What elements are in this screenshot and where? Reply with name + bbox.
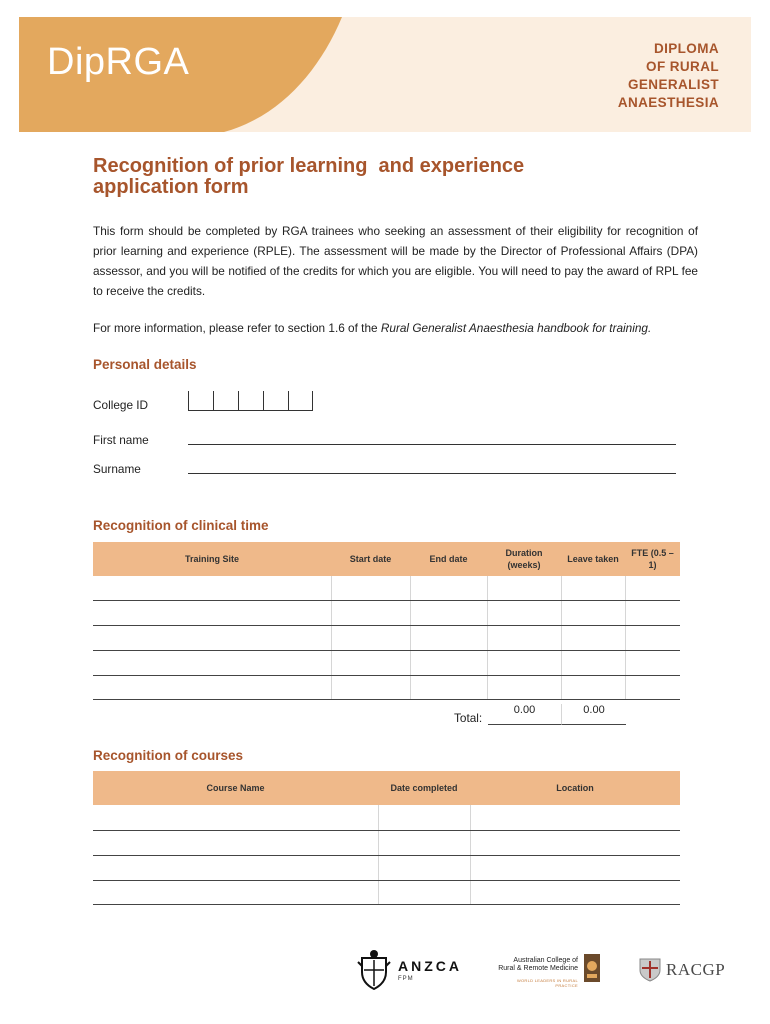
cell[interactable]: [625, 650, 680, 675]
cell[interactable]: [410, 600, 487, 625]
cell[interactable]: [561, 600, 625, 625]
col-location: Location: [470, 771, 680, 805]
anzca-crest-icon: [356, 948, 392, 990]
cell[interactable]: [561, 576, 625, 600]
cell[interactable]: [625, 576, 680, 600]
courses-table: [93, 771, 680, 905]
cell[interactable]: [410, 625, 487, 650]
anzca-logo-subtext: FPM: [398, 976, 414, 982]
col-date-completed: Date completed: [378, 771, 470, 805]
cell[interactable]: [470, 855, 680, 880]
cell[interactable]: [470, 830, 680, 855]
col-training-site: Training Site: [93, 542, 331, 576]
cell[interactable]: [378, 880, 470, 904]
more-info-text: For more information, please refer to section 1.6 of the: [93, 321, 381, 335]
cell[interactable]: [561, 675, 625, 699]
table-row[interactable]: [93, 576, 680, 600]
cell[interactable]: [561, 650, 625, 675]
acrrm-line: Australian College of: [513, 957, 578, 964]
col-duration: Duration (weeks): [487, 542, 561, 576]
cell[interactable]: [410, 675, 487, 699]
cell[interactable]: [93, 830, 378, 855]
cell[interactable]: [93, 650, 331, 675]
header-banner: [19, 17, 751, 132]
cell[interactable]: [93, 855, 378, 880]
brand-logo: DipRGA: [47, 41, 190, 83]
cell[interactable]: [470, 880, 680, 904]
diploma-line: DIPLOMA: [653, 41, 719, 56]
table-row[interactable]: [93, 880, 680, 904]
cell[interactable]: [331, 650, 410, 675]
cell[interactable]: [93, 805, 378, 830]
title-line: application form: [93, 176, 249, 198]
col-start-date: Start date: [331, 542, 410, 576]
acrrm-tagline: WORLD LEADERS IN RURAL PRACTICE: [516, 978, 578, 988]
table-row[interactable]: [93, 805, 680, 830]
college-id-digit[interactable]: [263, 391, 288, 411]
college-id-digit[interactable]: [188, 391, 213, 411]
surname-label: Surname: [93, 462, 141, 476]
table-row[interactable]: [93, 625, 680, 650]
acrrm-logo-text: [494, 957, 578, 973]
cell[interactable]: [378, 830, 470, 855]
col-end-date: End date: [410, 542, 487, 576]
cell[interactable]: [487, 576, 561, 600]
cell[interactable]: [331, 600, 410, 625]
cell[interactable]: [331, 576, 410, 600]
cell[interactable]: [410, 650, 487, 675]
diploma-line: ANAESTHESIA: [617, 95, 719, 110]
cell[interactable]: [470, 805, 680, 830]
anzca-logo-text: ANZCA: [398, 958, 462, 974]
cell[interactable]: [331, 625, 410, 650]
total-duration: 0.00: [488, 704, 562, 725]
table-row[interactable]: [93, 650, 680, 675]
cell[interactable]: [93, 675, 331, 699]
college-id-digit[interactable]: [288, 391, 313, 411]
college-id-digit[interactable]: [238, 391, 263, 411]
acrrm-emblem-icon: [583, 953, 601, 983]
more-info: [93, 319, 713, 337]
personal-details-heading: Personal details: [93, 357, 197, 372]
handbook-reference: Rural Generalist Anaesthesia handbook for training.: [380, 321, 652, 335]
cell[interactable]: [625, 625, 680, 650]
cell[interactable]: [487, 600, 561, 625]
college-id-label: College ID: [93, 398, 149, 412]
col-fte: FTE (0.5 – 1): [625, 542, 680, 576]
cell[interactable]: [410, 576, 487, 600]
total-leave: 0.00: [562, 704, 626, 725]
cell[interactable]: [93, 625, 331, 650]
cell[interactable]: [93, 880, 378, 904]
cell[interactable]: [625, 675, 680, 699]
page-title: [93, 156, 693, 198]
diploma-line: GENERALIST: [627, 77, 719, 92]
racgp-crest-icon: [637, 956, 663, 982]
college-id-digit[interactable]: [213, 391, 238, 411]
cell[interactable]: [561, 625, 625, 650]
diploma-title: [618, 40, 719, 112]
diploma-line: OF RURAL: [646, 59, 719, 74]
cell[interactable]: [331, 675, 410, 699]
first-name-field[interactable]: [188, 444, 676, 445]
surname-field[interactable]: [188, 473, 676, 474]
racgp-logo-text: RACGP: [666, 960, 726, 979]
cell[interactable]: [378, 855, 470, 880]
courses-heading: Recognition of courses: [93, 748, 244, 763]
cell[interactable]: [625, 600, 680, 625]
cell[interactable]: [487, 625, 561, 650]
col-leave-taken: Leave taken: [561, 542, 625, 576]
table-row[interactable]: [93, 830, 680, 855]
table-row[interactable]: [93, 855, 680, 880]
clinical-time-table: [93, 542, 680, 700]
total-label: Total:: [454, 711, 483, 725]
acrrm-line: Rural & Remote Medicine: [498, 965, 578, 972]
first-name-label: First name: [93, 433, 149, 447]
table-row[interactable]: [93, 600, 680, 625]
clinical-time-heading: Recognition of clinical time: [93, 518, 269, 533]
table-row[interactable]: [93, 675, 680, 699]
college-id-input[interactable]: [188, 391, 313, 411]
cell[interactable]: [487, 675, 561, 699]
cell[interactable]: [93, 576, 331, 600]
cell[interactable]: [378, 805, 470, 830]
col-course-name: Course Name: [93, 771, 378, 805]
title-line: Recognition of prior learning and experience: [93, 155, 525, 177]
cell[interactable]: [93, 600, 331, 625]
intro-paragraph: This form should be completed by RGA trainees who seeking an assessment of their eligibility for recognition of prior learning and experience (RPLE). The assessment will be made by the Director of Professional Affairs (DPA) assessor, and you will be notified of the credits for which you are eligible. You will need to pay the award of RPL fee to receive the credits.: [93, 224, 698, 298]
cell[interactable]: [487, 650, 561, 675]
